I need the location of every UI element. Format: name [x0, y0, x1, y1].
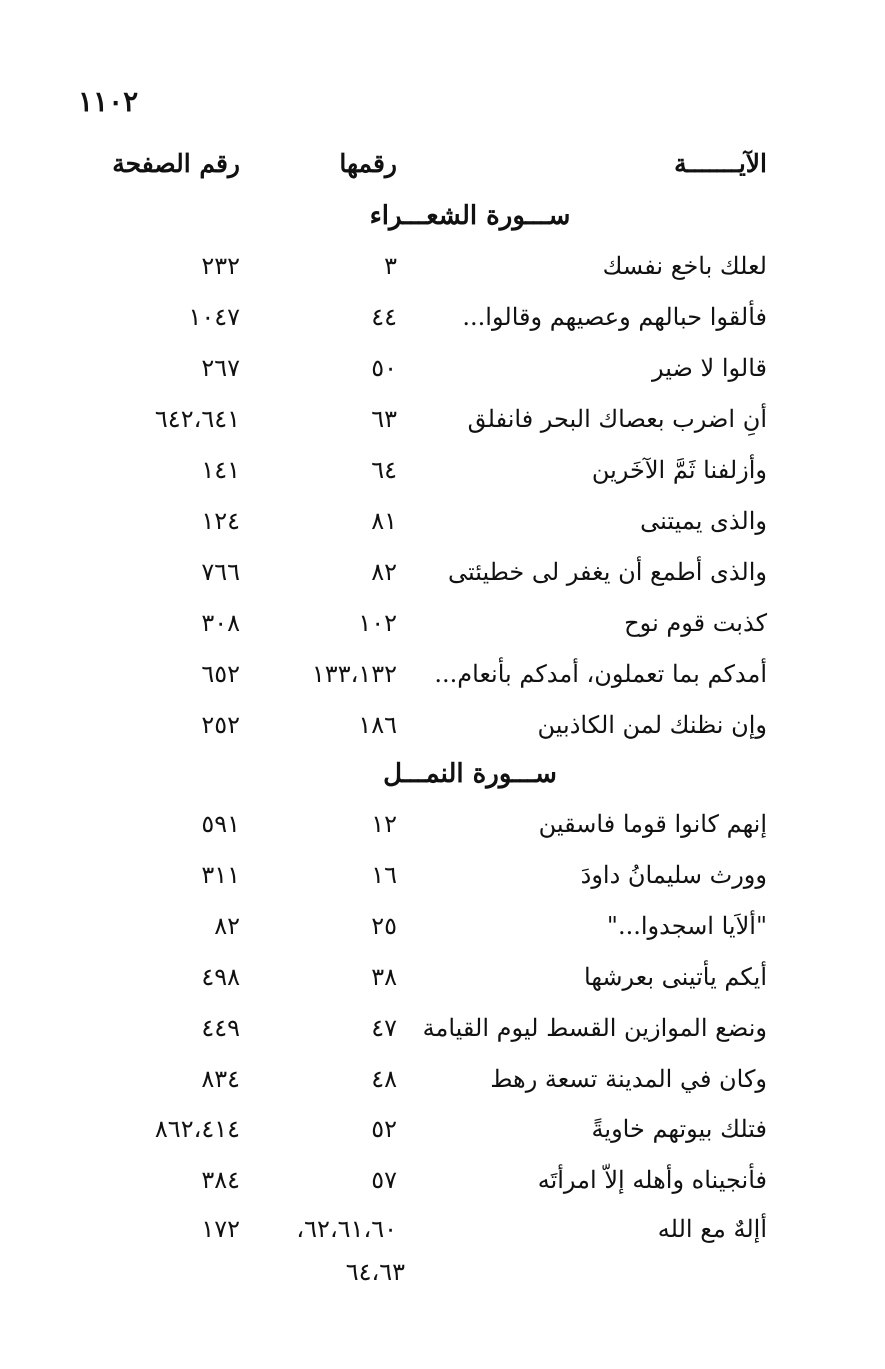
- page-ref: ١٢٤: [201, 507, 240, 535]
- verse-text: إنهم كانوا قوما فاسقين: [538, 810, 767, 838]
- verse-text: أنِ اضرب بعصاك البحر فانفلق: [467, 405, 767, 433]
- verse-number: ٥٧: [371, 1166, 397, 1194]
- page-ref: ٨٢: [214, 912, 240, 940]
- verse-text: فألقوا حبالهم وعصيهم وقالوا...: [462, 303, 767, 331]
- header-page: رقم الصفحة: [112, 149, 240, 178]
- verse-number: ١٣٣،١٣٢: [311, 660, 397, 688]
- verse-text: فتلك بيوتهم خاويةً: [591, 1115, 767, 1143]
- verse-number: ٦٤: [371, 456, 397, 484]
- page-ref: ٢٥٢: [201, 711, 240, 739]
- verse-text: والذى أطمع أن يغفر لى خطيئتى: [447, 558, 767, 586]
- verse-text: ونضع الموازين القسط ليوم القيامة: [422, 1014, 767, 1042]
- verse-number: ١٢: [371, 810, 397, 838]
- page-ref: ٣١١: [201, 861, 240, 889]
- verse-number: ٣: [384, 252, 397, 280]
- surah-title-ash-shuara: ســـورة الشعـــراء: [369, 201, 571, 231]
- verse-number: ٦٢،٦١،٦٠،: [296, 1215, 397, 1243]
- verse-number: ٨٢: [371, 558, 397, 586]
- verse-number: ٢٥: [371, 912, 397, 940]
- page-ref: ٣٠٨: [201, 609, 240, 637]
- verse-text: كذبت قوم نوح: [624, 609, 767, 637]
- header-number: رقمها: [339, 149, 397, 178]
- verse-text: أإلهٌ مع الله: [657, 1215, 767, 1243]
- verse-number: ٤٧: [371, 1014, 397, 1042]
- verse-number: ٤٨: [371, 1065, 397, 1093]
- verse-number: ٨١: [371, 507, 397, 535]
- verse-number: ١٦: [371, 861, 397, 889]
- verse-text: وكان في المدينة تسعة رهط: [490, 1065, 767, 1093]
- surah-title-an-naml: ســـورة النمـــل: [383, 759, 557, 789]
- page-ref: ٣٨٤: [201, 1166, 240, 1194]
- verse-number: ١٠٢: [358, 609, 397, 637]
- verse-text: أمدكم بما تعملون، أمدكم بأنعام...: [434, 660, 767, 688]
- page-number: ١١٠٢: [78, 85, 139, 118]
- verse-number-continued: ٦٤،٦٣: [345, 1258, 405, 1286]
- verse-text: "ألاَيا اسجدوا...": [606, 912, 767, 940]
- verse-number: ٦٣: [371, 405, 397, 433]
- verse-text: لعلك باخع نفسك: [602, 252, 767, 280]
- verse-text: فأنجيناه وأهله إلاّ امرأتَه: [537, 1166, 767, 1194]
- page-ref: ١٧٢: [201, 1215, 240, 1243]
- verse-text: وإن نظنك لمن الكاذبين: [537, 711, 767, 739]
- header-verse: الآيـــــــة: [674, 149, 767, 178]
- verse-text: وأزلفنا ثَمَّ الآخَرين: [591, 456, 767, 484]
- verse-text: والذى يميتنى: [640, 507, 767, 535]
- verse-number: ١٨٦: [358, 711, 397, 739]
- page-ref: ٦٥٢: [201, 660, 240, 688]
- verse-number: ٤٤: [371, 303, 397, 331]
- verse-number: ٥٢: [371, 1115, 397, 1143]
- page-ref: ٦٤٢،٦٤١: [154, 405, 240, 433]
- page-ref: ١٤١: [201, 456, 240, 484]
- page-ref: ٧٦٦: [201, 558, 240, 586]
- verse-text: قالوا لا ضير: [652, 354, 767, 382]
- page-ref: ٢٦٧: [201, 354, 240, 382]
- verse-text: وورث سليمانُ داودَ: [580, 861, 767, 889]
- page-ref: ٨٦٢،٤١٤: [154, 1115, 240, 1143]
- verse-text: أيكم يأتينى بعرشها: [584, 963, 767, 991]
- verse-number: ٥٠: [371, 354, 397, 382]
- page-ref: ٤٩٨: [201, 963, 240, 991]
- page-ref: ٢٣٢: [201, 252, 240, 280]
- page-ref: ١٠٤٧: [188, 303, 240, 331]
- page-ref: ٨٣٤: [201, 1065, 240, 1093]
- page-ref: ٥٩١: [201, 810, 240, 838]
- verse-number: ٣٨: [371, 963, 397, 991]
- page-ref: ٤٤٩: [201, 1014, 240, 1042]
